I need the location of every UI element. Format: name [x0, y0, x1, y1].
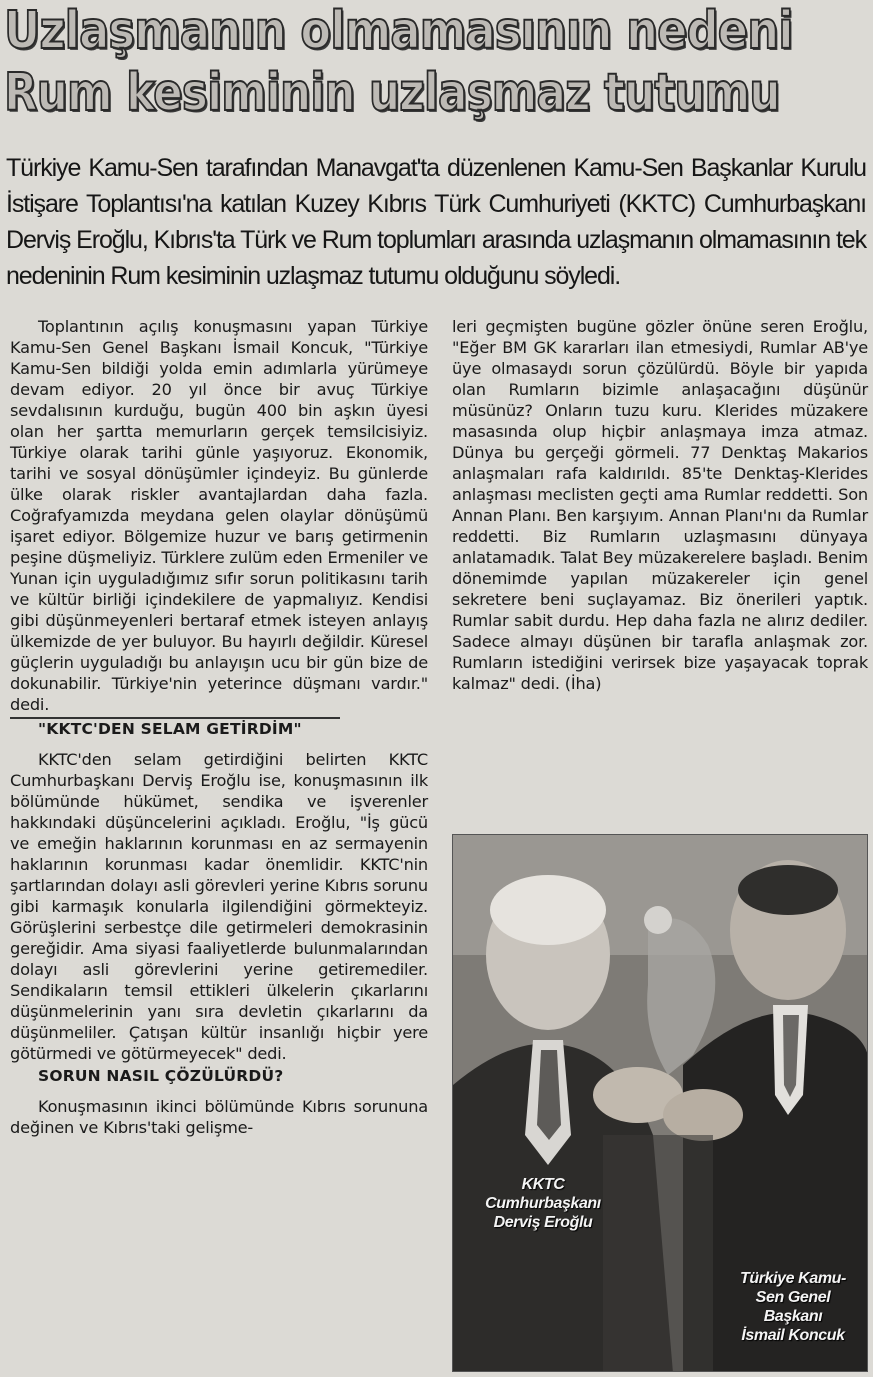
headline-line-1: Uzlaşmanın olmamasının nedeni: [4, 1, 793, 61]
news-photo: [452, 834, 868, 1372]
caption-left-line: Derviş Eroğlu: [493, 1214, 593, 1231]
subhead-selam: "KKTC'DEN SELAM GETİRDİM": [10, 717, 340, 740]
left-paragraph-1: Toplantının açılış konuşmasını yapan Türkiye Kamu-Sen Genel Başkanı İsmail Koncuk, "Türkiye Kamu-Sen bildiği yolda emin adımlarla yürümeye devam ediyor. 20 yıl önce bir avuç Türkiye sevdalısının kurduğu, bugün 400 bin aşkın üyesi olan her şartta memurların gerçek temsilcisiyiz. Türkiye olarak tarihi günle yaşıyoruz. Ekonomik, tarihi ve sosyal dönüşümler içindeyiz. Bu günlerde ülke olarak riskler avantajlardan daha fazla. Coğrafyamızda meydana gelen olaylar dönüşümü işaret ediyor. Bölgemize huzur ve barış getirmenin peşine düşmeliyiz. Türklere zulüm eden Ermeniler ve Yunan için uyguladığımız sıfır sorun politikasını tarih ve kültür birliği içindekilere de yapmalıyız. Kendisi gibi düşünmeyenleri bertaraf etmek isteyen anlayış ülkemizde de yer buluyor. Bu hayırlı değildir. Küresel güçlerin uyguladığı bu anlayışın ucu bir gün bize de dokunabilir. Türkiye'nin yeterince düşmanı vardır." dedi.: [10, 317, 428, 714]
caption-right-line: İsmail Koncuk: [741, 1327, 845, 1344]
caption-right: [723, 1269, 863, 1345]
caption-right-line: Başkanı: [763, 1308, 823, 1325]
lead-paragraph: Türkiye Kamu-Sen tarafından Manavgat'ta düzenlenen Kamu-Sen Başkanlar Kurulu İstişare Toplantısı'na katılan Kuzey Kıbrıs Türk Cumhuriyeti (KKTC) Cumhurbaşkanı Derviş Eroğlu, Kıbrıs'ta Türk ve Rum toplumları arasında uzlaşmanın olmamasının tek nedeninin Rum kesiminin uzlaşmaz tutumu olduğunu söyledi.: [6, 154, 866, 290]
headline-line-2: Rum kesiminin uzlaşmaz tutumu: [4, 63, 780, 123]
caption-left-line: Cumhurbaşkanı: [485, 1195, 601, 1212]
caption-right-line: Türkiye Kamu-: [740, 1270, 846, 1287]
caption-left-line: KKTC: [521, 1176, 565, 1193]
left-paragraph-3: Konuşmasının ikinci bölümünde Kıbrıs sorununa değinen ve Kıbrıs'taki gelişme-: [10, 1097, 428, 1137]
right-column: [452, 316, 868, 694]
left-column: [10, 316, 428, 1138]
caption-left: [463, 1175, 623, 1232]
caption-right-line: Sen Genel: [755, 1289, 831, 1306]
subhead-sorun: SORUN NASIL ÇÖZÜLÜRDÜ?: [38, 1067, 284, 1085]
headline: [4, 0, 870, 124]
right-paragraph-1: leri geçmişten bugüne gözler önüne seren Eroğlu, "Eğer BM GK kararları ilan etmesiydi, Rumlar AB'ye üye olmasaydı sorun çözülürdü. Böyle bir yapıda olan Rumların bizimle anlaşacağını düşünür müsünüz? Onların tuzu kuru. Klerides müzakere masasında olup hiçbir anlaşmaya imza atmaz. Dünya bu gerçeği görmeli. 77 Denktaş Makarios anlaşmaları rafa kaldırıldı. 85'te Denktaş-Klerides anlaşması meclisten geçti ama Rumlar reddetti. Son Annan Planı. Ben karşıyım. Annan Planı'nı da Rumlar reddetti. Biz Rumların uzlaşmasını dünyaya anlatamadık. Talat Bey müzakerelere başladı. Benim dönemimde yapılan müzakereler için genel sekretere beni suçlayamaz. Biz önerileri yaptık. Rumlar sabit durdu. Hep daha fazla ne alırız dediler. Sadece almayı düşünen bir tarafla anlaşmak zor. Rumların istediğini verirsek bize yaşayacak toprak kalmaz" dedi. (İha): [452, 317, 868, 693]
left-paragraph-2: KKTC'den selam getirdiğini belirten KKTC Cumhurbaşkanı Derviş Eroğlu ise, konuşmasının ilk bölümünde hükümet, sendika ve işverenler hakkındaki düşüncelerini açıkladı. Eroğlu, "İş gücü ve emeğin haklarının korunması en az sermayenin haklarının korunması kadar önemlidir. KKTC'nin şartlarından dolayı asli görevleri yerine Kıbrıs sorunu gibi karmaşık konularla ilgilendiğini görmekteyiz. Görüşlerini serbestçe dile getirmeleri demokrasinin gereğidir. Ama siyasi faaliyetlerde bulunmalarından dolayı asli görevlerini yerine getiremediler. Sendikaların temsil ettikleri ülkelerin çıkarlarını düşünmelerinin yanı sıra devletin çıkarlarını da düşünmeliler. Çatışan kültür insanlığı hiçbir yere götürmedi ve götürmeyecek" dedi.: [10, 750, 428, 1063]
